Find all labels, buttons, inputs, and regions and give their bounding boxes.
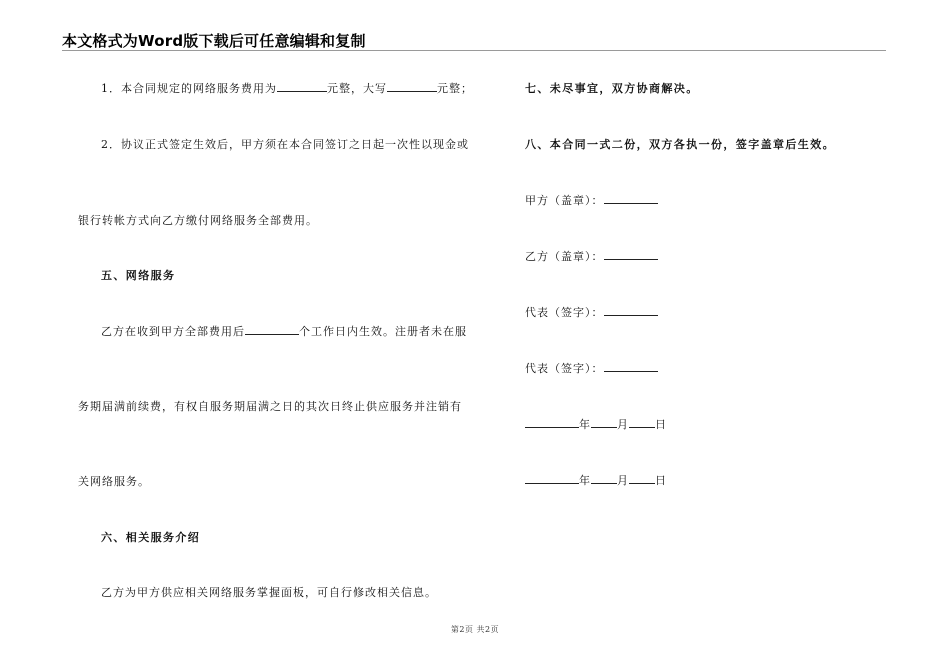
date-2-year-blank [525, 473, 579, 484]
section-5-text-a: 乙方在收到甲方全部费用后 [101, 325, 245, 338]
section-6-heading: 六、相关服务介绍 [101, 531, 201, 544]
clause-2-line-1: 2．协议正式签定生效后，甲方须在本合同签订之日起一次性以现金或 [101, 138, 469, 151]
date-line-2 [525, 472, 667, 488]
clause-1-text-c: 元整； [437, 82, 473, 95]
party-a-label: 甲方（盖章）： [525, 194, 604, 207]
section-5-line-3: 关网络服务。 [78, 475, 150, 488]
date-1-day-blank [629, 417, 655, 428]
date-line-1 [525, 416, 667, 432]
representative-2-label: 代表（签字）： [525, 362, 604, 375]
party-a-blank [604, 193, 658, 204]
section-8-heading: 八、本合同一式二份，双方各执一份，签字盖章后生效。 [525, 138, 835, 151]
section-5-line-2: 务期届满前续费，有权自服务期届满之日的其次日终止供应服务并注销有 [78, 400, 462, 413]
clause-2-line-2: 银行转帐方式向乙方缴付网络服务全部费用。 [78, 214, 318, 227]
representative-2-line [525, 360, 658, 376]
representative-2-blank [604, 361, 658, 372]
date-1-month-blank [591, 417, 617, 428]
clause-1-text-a: 1．本合同规定的网络服务费用为 [101, 82, 277, 95]
date-1-day-label: 日 [655, 418, 667, 431]
date-1-year-label: 年 [579, 418, 591, 431]
date-1-year-blank [525, 417, 579, 428]
party-b-seal-line [525, 248, 658, 264]
section-5-line-1 [101, 323, 467, 339]
fee-amount-words-blank [387, 81, 437, 92]
date-2-day-label: 日 [655, 474, 667, 487]
document-header-title: 本文格式为Word版下载后可任意编辑和复制 [62, 32, 366, 50]
page-number: 第2页 共2页 [450, 625, 500, 634]
representative-1-line [525, 304, 658, 320]
workdays-blank [245, 324, 299, 335]
header-divider [62, 50, 886, 51]
clause-1-fee [101, 80, 473, 96]
date-2-month-label: 月 [617, 474, 629, 487]
section-6-line-1: 乙方为甲方供应相关网络服务掌握面板，可自行修改相关信息。 [101, 586, 437, 599]
party-b-label: 乙方（盖章）： [525, 250, 604, 263]
section-5-text-b: 个工作日内生效。注册者未在服 [299, 325, 467, 338]
party-a-seal-line [525, 192, 658, 208]
party-b-blank [604, 249, 658, 260]
date-2-year-label: 年 [579, 474, 591, 487]
representative-1-blank [604, 305, 658, 316]
date-2-day-blank [629, 473, 655, 484]
clause-1-text-b: 元整，大写 [327, 82, 387, 95]
representative-1-label: 代表（签字）： [525, 306, 604, 319]
section-5-heading: 五、网络服务 [101, 269, 176, 282]
date-2-month-blank [591, 473, 617, 484]
section-7-heading: 七、未尽事宜，双方协商解决。 [525, 82, 699, 95]
fee-amount-blank [277, 81, 327, 92]
date-1-month-label: 月 [617, 418, 629, 431]
